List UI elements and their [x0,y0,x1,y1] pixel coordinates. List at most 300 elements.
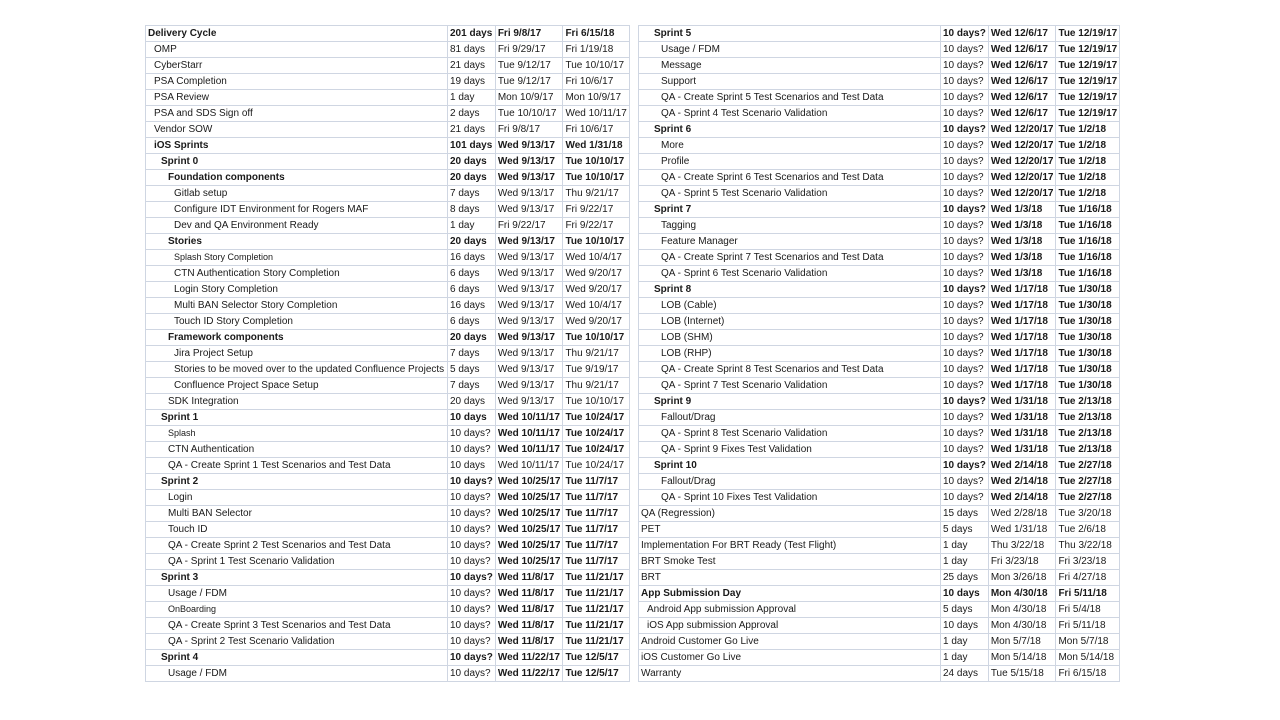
task-duration-cell: 10 days? [941,282,989,298]
task-row [146,202,630,218]
task-name-cell: Gitlab setup [146,186,448,202]
task-finish-cell: Tue 1/30/18 [1056,282,1120,298]
task-duration-cell: 5 days [941,522,989,538]
task-start-cell: Wed 12/6/17 [988,90,1056,106]
task-row [146,266,630,282]
task-row [639,474,1120,490]
task-name-cell: QA - Create Sprint 6 Test Scenarios and Test Data [639,170,941,186]
task-row [639,538,1120,554]
task-name-cell: Multi BAN Selector Story Completion [146,298,448,314]
task-row [639,378,1120,394]
task-row [639,298,1120,314]
task-row [639,234,1120,250]
task-finish-cell: Tue 1/30/18 [1056,330,1120,346]
task-duration-cell: 10 days? [941,234,989,250]
task-finish-cell: Wed 9/20/17 [563,282,629,298]
task-name-cell: iOS App submission Approval [639,618,941,634]
task-name-cell: CyberStarr [146,58,448,74]
task-start-cell: Wed 2/14/18 [988,474,1056,490]
task-name-cell: iOS Sprints [146,138,448,154]
task-duration-cell: 10 days? [941,58,989,74]
task-finish-cell: Thu 9/21/17 [563,186,629,202]
task-duration-cell: 10 days? [448,570,496,586]
task-finish-cell: Fri 5/11/18 [1056,618,1120,634]
task-finish-cell: Tue 11/7/17 [563,506,629,522]
schedule-body-left [146,26,630,682]
task-name-cell: Usage / FDM [639,42,941,58]
task-row [146,106,630,122]
task-finish-cell: Fri 5/4/18 [1056,602,1120,618]
task-row [639,170,1120,186]
task-row [146,618,630,634]
task-duration-cell: 10 days? [941,154,989,170]
task-duration-cell: 1 day [448,90,496,106]
task-duration-cell: 10 days? [941,186,989,202]
task-start-cell: Fri 9/29/17 [495,42,563,58]
task-duration-cell: 20 days [448,234,496,250]
task-row [639,666,1120,682]
task-finish-cell: Fri 10/6/17 [563,122,629,138]
task-duration-cell: 1 day [941,554,989,570]
task-name-cell: PSA and SDS Sign off [146,106,448,122]
task-duration-cell: 1 day [941,634,989,650]
task-finish-cell: Tue 2/13/18 [1056,394,1120,410]
task-start-cell: Tue 5/15/18 [988,666,1056,682]
task-row [146,538,630,554]
task-finish-cell: Tue 11/21/17 [563,618,629,634]
task-duration-cell: 10 days? [941,218,989,234]
task-start-cell: Wed 1/17/18 [988,314,1056,330]
task-finish-cell: Tue 11/7/17 [563,522,629,538]
task-duration-cell: 10 days? [941,346,989,362]
task-start-cell: Mon 4/30/18 [988,586,1056,602]
task-start-cell: Wed 10/25/17 [495,506,563,522]
task-finish-cell: Tue 1/2/18 [1056,138,1120,154]
task-name-cell: SDK Integration [146,394,448,410]
task-name-cell: QA - Sprint 9 Fixes Test Validation [639,442,941,458]
task-duration-cell: 10 days? [941,202,989,218]
task-row [639,42,1120,58]
task-name-cell: QA - Sprint 2 Test Scenario Validation [146,634,448,650]
task-start-cell: Tue 10/10/17 [495,106,563,122]
task-name-cell: Support [639,74,941,90]
task-row [146,186,630,202]
task-duration-cell: 10 days? [941,442,989,458]
task-finish-cell: Mon 5/7/18 [1056,634,1120,650]
task-start-cell: Wed 10/11/17 [495,410,563,426]
task-start-cell: Wed 1/17/18 [988,346,1056,362]
task-name-cell: QA - Sprint 10 Fixes Test Validation [639,490,941,506]
schedule-table-left [145,25,630,682]
task-duration-cell: 7 days [448,346,496,362]
task-start-cell: Wed 10/11/17 [495,458,563,474]
task-row [639,346,1120,362]
task-row [146,522,630,538]
task-start-cell: Wed 12/20/17 [988,138,1056,154]
task-finish-cell: Fri 9/22/17 [563,218,629,234]
task-row [146,666,630,682]
task-name-cell: Sprint 4 [146,650,448,666]
task-start-cell: Wed 9/13/17 [495,266,563,282]
task-row [639,266,1120,282]
task-duration-cell: 5 days [448,362,496,378]
task-row [146,602,630,618]
task-name-cell: Android Customer Go Live [639,634,941,650]
task-duration-cell: 6 days [448,314,496,330]
task-duration-cell: 201 days [448,26,496,42]
task-finish-cell: Thu 9/21/17 [563,346,629,362]
task-name-cell: Sprint 5 [639,26,941,42]
schedule-table-right [638,25,1120,682]
task-start-cell: Tue 9/12/17 [495,74,563,90]
task-name-cell: Touch ID Story Completion [146,314,448,330]
task-name-cell: Profile [639,154,941,170]
task-start-cell: Mon 4/30/18 [988,618,1056,634]
task-finish-cell: Tue 1/30/18 [1056,378,1120,394]
task-finish-cell: Tue 11/7/17 [563,538,629,554]
task-start-cell: Wed 1/31/18 [988,522,1056,538]
task-duration-cell: 10 days? [941,314,989,330]
task-duration-cell: 10 days? [941,378,989,394]
task-finish-cell: Fri 4/27/18 [1056,570,1120,586]
task-start-cell: Wed 9/13/17 [495,330,563,346]
task-duration-cell: 10 days? [941,90,989,106]
task-finish-cell: Tue 1/16/18 [1056,218,1120,234]
task-duration-cell: 1 day [941,650,989,666]
task-finish-cell: Tue 12/19/17 [1056,58,1120,74]
task-start-cell: Wed 1/31/18 [988,442,1056,458]
task-row [146,26,630,42]
task-row [639,570,1120,586]
task-duration-cell: 6 days [448,266,496,282]
task-name-cell: Usage / FDM [146,586,448,602]
task-start-cell: Wed 2/14/18 [988,458,1056,474]
task-start-cell: Wed 10/25/17 [495,538,563,554]
task-duration-cell: 10 days? [448,602,496,618]
task-name-cell: OMP [146,42,448,58]
task-duration-cell: 19 days [448,74,496,90]
task-start-cell: Wed 12/6/17 [988,106,1056,122]
task-finish-cell: Tue 1/2/18 [1056,170,1120,186]
task-row [639,90,1120,106]
task-start-cell: Mon 3/26/18 [988,570,1056,586]
task-finish-cell: Tue 10/10/17 [563,330,629,346]
task-finish-cell: Wed 10/4/17 [563,250,629,266]
task-duration-cell: 20 days [448,154,496,170]
task-name-cell: LOB (RHP) [639,346,941,362]
task-name-cell: Foundation components [146,170,448,186]
task-name-cell: Stories [146,234,448,250]
task-start-cell: Wed 9/13/17 [495,250,563,266]
task-duration-cell: 10 days? [941,74,989,90]
task-finish-cell: Mon 10/9/17 [563,90,629,106]
task-row [639,394,1120,410]
task-start-cell: Fri 3/23/18 [988,554,1056,570]
task-start-cell: Wed 1/3/18 [988,250,1056,266]
task-finish-cell: Tue 10/24/17 [563,458,629,474]
task-row [639,186,1120,202]
task-start-cell: Wed 9/13/17 [495,282,563,298]
task-start-cell: Wed 9/13/17 [495,314,563,330]
task-start-cell: Wed 9/13/17 [495,138,563,154]
task-row [146,442,630,458]
task-row [146,250,630,266]
task-row [146,170,630,186]
task-finish-cell: Tue 1/30/18 [1056,346,1120,362]
task-row [639,490,1120,506]
task-row [639,26,1120,42]
task-name-cell: Splash Story Completion [146,250,448,266]
task-duration-cell: 10 days? [448,538,496,554]
task-row [146,410,630,426]
task-finish-cell: Tue 1/16/18 [1056,234,1120,250]
task-row [146,234,630,250]
task-finish-cell: Tue 12/19/17 [1056,42,1120,58]
task-row [146,282,630,298]
task-start-cell: Wed 12/6/17 [988,74,1056,90]
task-duration-cell: 101 days [448,138,496,154]
task-name-cell: Multi BAN Selector [146,506,448,522]
task-name-cell: QA - Sprint 8 Test Scenario Validation [639,426,941,442]
task-name-cell: Sprint 3 [146,570,448,586]
task-name-cell: BRT [639,570,941,586]
task-duration-cell: 10 days? [941,330,989,346]
task-start-cell: Mon 5/14/18 [988,650,1056,666]
task-row [146,474,630,490]
task-name-cell: BRT Smoke Test [639,554,941,570]
task-start-cell: Thu 3/22/18 [988,538,1056,554]
task-duration-cell: 10 days? [448,634,496,650]
task-start-cell: Fri 9/22/17 [495,218,563,234]
task-name-cell: QA - Sprint 6 Test Scenario Validation [639,266,941,282]
task-row [146,650,630,666]
task-finish-cell: Tue 11/7/17 [563,490,629,506]
task-finish-cell: Thu 9/21/17 [563,378,629,394]
task-name-cell: QA (Regression) [639,506,941,522]
task-row [639,58,1120,74]
task-finish-cell: Tue 2/13/18 [1056,442,1120,458]
task-finish-cell: Tue 12/5/17 [563,650,629,666]
task-name-cell: Sprint 6 [639,122,941,138]
task-row [146,426,630,442]
task-name-cell: Fallout/Drag [639,474,941,490]
task-row [146,138,630,154]
task-finish-cell: Fri 10/6/17 [563,74,629,90]
task-row [639,138,1120,154]
task-finish-cell: Tue 11/7/17 [563,554,629,570]
task-row [146,58,630,74]
task-finish-cell: Tue 2/6/18 [1056,522,1120,538]
task-start-cell: Wed 9/13/17 [495,346,563,362]
task-name-cell: Login [146,490,448,506]
task-start-cell: Wed 9/13/17 [495,234,563,250]
task-finish-cell: Tue 10/10/17 [563,394,629,410]
task-start-cell: Wed 11/8/17 [495,570,563,586]
task-start-cell: Wed 1/3/18 [988,234,1056,250]
task-duration-cell: 10 days [941,586,989,602]
task-start-cell: Wed 11/22/17 [495,666,563,682]
task-start-cell: Wed 1/31/18 [988,394,1056,410]
task-row [639,250,1120,266]
task-name-cell: Tagging [639,218,941,234]
task-start-cell: Wed 11/8/17 [495,602,563,618]
task-name-cell: Implementation For BRT Ready (Test Flight) [639,538,941,554]
task-finish-cell: Tue 11/21/17 [563,634,629,650]
task-name-cell: More [639,138,941,154]
task-duration-cell: 5 days [941,602,989,618]
task-duration-cell: 10 days? [941,138,989,154]
task-start-cell: Wed 10/25/17 [495,522,563,538]
task-finish-cell: Tue 10/10/17 [563,170,629,186]
task-start-cell: Wed 1/3/18 [988,266,1056,282]
task-row [639,74,1120,90]
task-start-cell: Wed 1/3/18 [988,202,1056,218]
task-duration-cell: 10 days? [941,458,989,474]
task-start-cell: Wed 1/31/18 [988,426,1056,442]
task-finish-cell: Mon 5/14/18 [1056,650,1120,666]
task-start-cell: Fri 9/8/17 [495,122,563,138]
task-name-cell: Splash [146,426,448,442]
task-finish-cell: Fri 6/15/18 [1056,666,1120,682]
task-start-cell: Wed 12/6/17 [988,26,1056,42]
task-finish-cell: Fri 6/15/18 [563,26,629,42]
task-name-cell: QA - Create Sprint 2 Test Scenarios and Test Data [146,538,448,554]
task-name-cell: Vendor SOW [146,122,448,138]
task-start-cell: Fri 9/8/17 [495,26,563,42]
task-start-cell: Wed 1/17/18 [988,362,1056,378]
task-name-cell: Sprint 1 [146,410,448,426]
task-name-cell: Jira Project Setup [146,346,448,362]
schedule-body-right [639,26,1120,682]
task-finish-cell: Tue 10/10/17 [563,154,629,170]
task-start-cell: Wed 9/13/17 [495,298,563,314]
task-name-cell: Dev and QA Environment Ready [146,218,448,234]
task-start-cell: Mon 4/30/18 [988,602,1056,618]
task-finish-cell: Tue 10/24/17 [563,410,629,426]
task-name-cell: QA - Create Sprint 7 Test Scenarios and Test Data [639,250,941,266]
task-finish-cell: Tue 12/19/17 [1056,74,1120,90]
task-duration-cell: 10 days? [448,650,496,666]
task-finish-cell: Tue 2/27/18 [1056,474,1120,490]
task-duration-cell: 10 days? [941,266,989,282]
task-row [146,218,630,234]
task-name-cell: Confluence Project Space Setup [146,378,448,394]
task-duration-cell: 10 days? [448,666,496,682]
task-start-cell: Mon 10/9/17 [495,90,563,106]
task-finish-cell: Tue 12/19/17 [1056,26,1120,42]
task-row [146,298,630,314]
task-name-cell: Message [639,58,941,74]
task-row [639,218,1120,234]
task-finish-cell: Tue 9/19/17 [563,362,629,378]
task-start-cell: Wed 10/25/17 [495,554,563,570]
task-duration-cell: 10 days? [941,426,989,442]
task-duration-cell: 81 days [448,42,496,58]
task-name-cell: Sprint 10 [639,458,941,474]
task-finish-cell: Tue 12/19/17 [1056,106,1120,122]
task-row [639,154,1120,170]
task-duration-cell: 21 days [448,122,496,138]
task-duration-cell: 2 days [448,106,496,122]
task-finish-cell: Wed 1/31/18 [563,138,629,154]
task-row [146,362,630,378]
task-duration-cell: 10 days? [941,474,989,490]
task-finish-cell: Tue 10/24/17 [563,442,629,458]
task-row [639,442,1120,458]
task-duration-cell: 10 days? [941,250,989,266]
task-duration-cell: 10 days? [941,298,989,314]
task-name-cell: Warranty [639,666,941,682]
task-start-cell: Wed 10/11/17 [495,442,563,458]
task-start-cell: Wed 1/3/18 [988,218,1056,234]
task-finish-cell: Tue 2/27/18 [1056,490,1120,506]
task-row [146,586,630,602]
task-duration-cell: 10 days? [448,586,496,602]
task-row [146,554,630,570]
task-duration-cell: 6 days [448,282,496,298]
task-duration-cell: 1 day [448,218,496,234]
task-start-cell: Tue 9/12/17 [495,58,563,74]
task-name-cell: App Submission Day [639,586,941,602]
task-row [639,122,1120,138]
task-start-cell: Wed 12/6/17 [988,42,1056,58]
task-finish-cell: Tue 1/16/18 [1056,266,1120,282]
task-duration-cell: 21 days [448,58,496,74]
task-start-cell: Wed 9/13/17 [495,154,563,170]
task-row [639,458,1120,474]
task-finish-cell: Tue 2/13/18 [1056,426,1120,442]
task-finish-cell: Tue 1/30/18 [1056,362,1120,378]
task-row [639,522,1120,538]
task-start-cell: Wed 11/8/17 [495,634,563,650]
task-finish-cell: Fri 5/11/18 [1056,586,1120,602]
task-start-cell: Wed 12/20/17 [988,154,1056,170]
task-name-cell: Framework components [146,330,448,346]
task-row [639,506,1120,522]
task-finish-cell: Tue 1/2/18 [1056,186,1120,202]
task-start-cell: Wed 9/13/17 [495,170,563,186]
task-name-cell: Usage / FDM [146,666,448,682]
task-duration-cell: 24 days [941,666,989,682]
task-row [639,410,1120,426]
task-start-cell: Wed 9/13/17 [495,202,563,218]
task-finish-cell: Tue 10/24/17 [563,426,629,442]
task-row [146,490,630,506]
task-start-cell: Mon 5/7/18 [988,634,1056,650]
task-start-cell: Wed 9/13/17 [495,378,563,394]
task-finish-cell: Tue 11/21/17 [563,586,629,602]
task-name-cell: Sprint 9 [639,394,941,410]
task-name-cell: QA - Sprint 7 Test Scenario Validation [639,378,941,394]
task-start-cell: Wed 1/17/18 [988,330,1056,346]
task-duration-cell: 15 days [941,506,989,522]
task-start-cell: Wed 12/20/17 [988,122,1056,138]
task-duration-cell: 20 days [448,394,496,410]
task-row [639,650,1120,666]
task-duration-cell: 10 days? [448,522,496,538]
task-name-cell: PSA Completion [146,74,448,90]
task-start-cell: Wed 9/13/17 [495,186,563,202]
task-start-cell: Wed 2/14/18 [988,490,1056,506]
task-row [639,330,1120,346]
task-start-cell: Wed 1/17/18 [988,282,1056,298]
task-name-cell: QA - Create Sprint 8 Test Scenarios and Test Data [639,362,941,378]
task-duration-cell: 10 days? [941,362,989,378]
task-duration-cell: 10 days? [941,410,989,426]
task-duration-cell: 8 days [448,202,496,218]
task-name-cell: OnBoarding [146,602,448,618]
task-duration-cell: 10 days? [941,170,989,186]
